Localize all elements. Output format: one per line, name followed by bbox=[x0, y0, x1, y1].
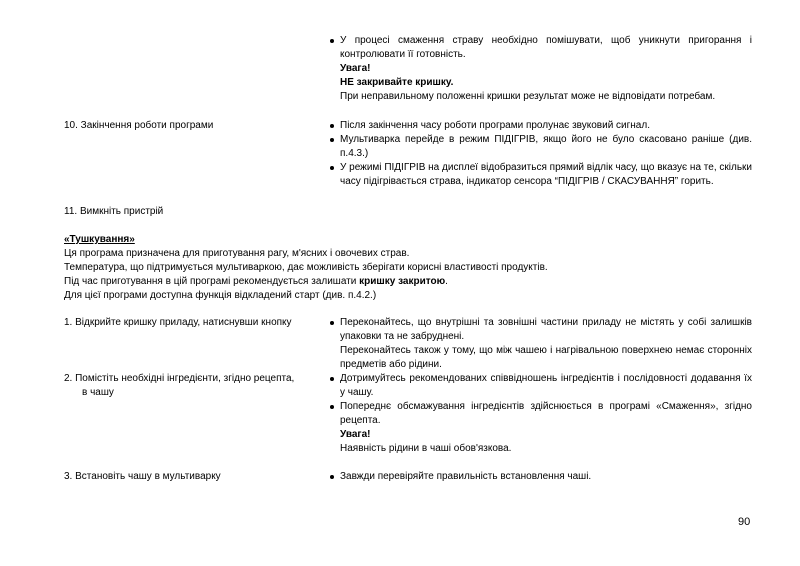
section-line-text: Під час приготування в цій програмі рекомендується залишати bbox=[64, 276, 360, 287]
section-title: «Тушкування» bbox=[64, 234, 135, 245]
step-3-notes bbox=[328, 470, 752, 484]
section-line: Температура, що підтримується мультиваркою, дає можливість зберігати корисні властивості продуктів. bbox=[64, 262, 548, 273]
page-number: 90 bbox=[738, 516, 751, 528]
bullet-item: Після закінчення часу роботи програми пролунає звуковий сигнал. bbox=[328, 119, 752, 133]
warning-title: Увага! bbox=[340, 63, 371, 74]
step-2-label bbox=[64, 372, 324, 400]
section-line-end: . bbox=[445, 276, 448, 287]
bullet-item: Мультиварка перейде в режим ПІДІГРІВ, якщо його не було скасовано раніше (див. п.4.3.) bbox=[328, 133, 752, 161]
step-10-notes bbox=[328, 119, 752, 189]
step-3-label: 3. Встановіть чашу в мультиварку bbox=[64, 471, 221, 482]
bullet-item: У процесі смаження страву необхідно помішувати, щоб уникнути пригорання і контролювати її готовність. bbox=[328, 34, 752, 62]
section-line bbox=[64, 275, 754, 289]
step-11-label: 11. Вимкніть пристрій bbox=[64, 206, 164, 217]
section-text bbox=[64, 233, 754, 303]
step-1-label: 1. Відкрийте кришку приладу, натиснувши кнопку bbox=[64, 317, 292, 328]
step-2-notes bbox=[328, 372, 752, 456]
warning-title: Увага! bbox=[340, 429, 371, 440]
top-block bbox=[328, 34, 752, 104]
warning-text: При неправильному положенні кришки результат може не відповідати потребам. bbox=[340, 91, 716, 102]
step-1-notes bbox=[328, 316, 752, 372]
bullet-item: Попереднє обсмажування інгредієнтів здійснюється в програмі «Смаження», згідно рецепта. bbox=[328, 400, 752, 428]
bullet-item: У режимі ПІДІГРІВ на дисплеї відобразиться прямий відлік часу, що вказує на те, скільки часу підігрівається страва, індикатор сенсора “ПІДІГРІВ / СКАСУВАННЯ” горить. bbox=[328, 161, 752, 189]
warning-bold-text: НЕ закривайте кришку. bbox=[340, 77, 454, 88]
step-10-label: 10. Закінчення роботи програми bbox=[64, 120, 214, 131]
step-2-label-line: в чашу bbox=[82, 387, 114, 398]
bullet-item: Дотримуйтесь рекомендованих співвідношень інгредієнтів і послідовності додавання їх у чашу. bbox=[328, 372, 752, 400]
bullet-item: Переконайтесь, що внутрішні та зовнішні частини приладу не містять у собі залишків упаковки та не забруднені. bbox=[328, 316, 752, 344]
section-line: Для цієї програми доступна функція відкладений старт (див. п.4.2.) bbox=[64, 290, 377, 301]
section-line-bold: кришку закритою bbox=[359, 276, 446, 287]
note-text: Переконайтесь також у тому, що між чашею і нагрівальною поверхнею немає сторонніх предметів або рідини. bbox=[340, 345, 752, 370]
bullet-item: Завжди перевіряйте правильність встановлення чаші. bbox=[328, 470, 752, 484]
warning-text: Наявність рідини в чаші обов'язкова. bbox=[340, 443, 512, 454]
step-2-label-line: 2. Помістіть необхідні інгредієнти, згідно рецепта, bbox=[64, 373, 295, 384]
section-line: Ця програма призначена для приготування рагу, м'ясних і овочевих страв. bbox=[64, 248, 410, 259]
